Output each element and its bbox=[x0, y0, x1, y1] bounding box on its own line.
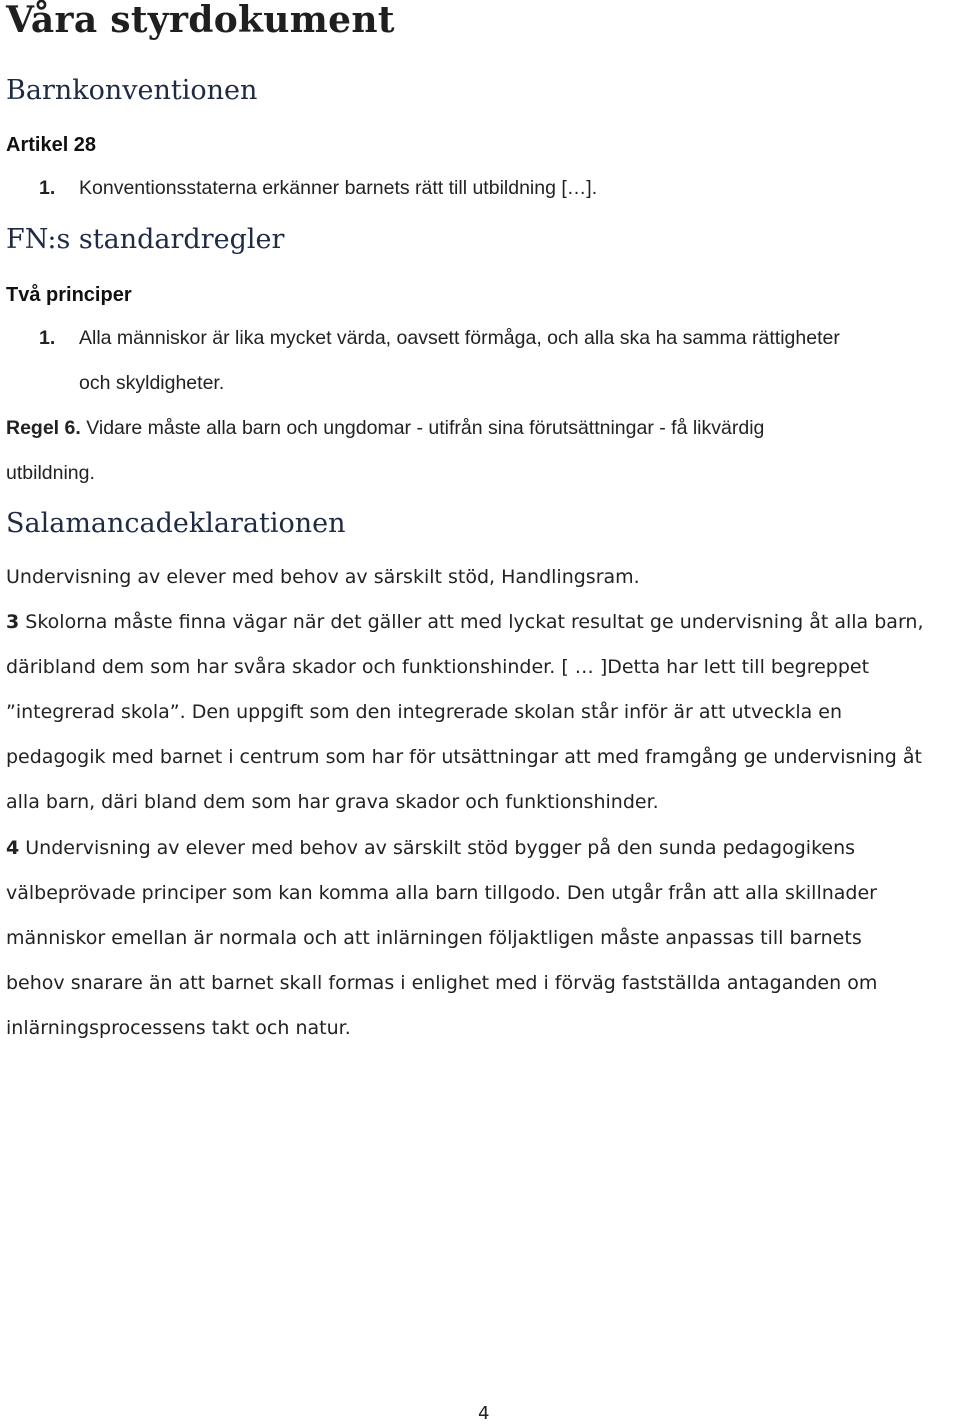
paragraph-number: 4 bbox=[6, 837, 20, 859]
page-number: 4 bbox=[478, 1403, 490, 1424]
paragraph-3: 3 Skolorna måste finna vägar när det gäller att med lyckat resultat ge undervisning åt alla barn, bbox=[6, 611, 924, 633]
section-heading-barnkonventionen: Barnkonventionen bbox=[6, 75, 258, 106]
paragraph-4-line: inlärningsprocessens takt och natur. bbox=[6, 1017, 351, 1039]
paragraph-4: 4 Undervisning av elever med behov av särskilt stöd bygger på den sunda pedagogikens bbox=[6, 837, 856, 859]
paragraph-4-line: behov snarare än att barnet skall formas i enlighet med i förväg fastställda antaganden om bbox=[6, 972, 878, 994]
paragraph-4-line: människor emellan är normala och att inlärningen följaktligen måste anpassas till barnets bbox=[6, 927, 862, 949]
list-item-text: Konventionsstaterna erkänner barnets rätt till utbildning […]. bbox=[79, 177, 598, 199]
list-item bbox=[39, 326, 840, 350]
rule-paragraph bbox=[6, 416, 764, 440]
rule-text: Vidare måste alla barn och ungdomar - utifrån sina förutsättningar - få likvärdig bbox=[80, 417, 765, 439]
salamanca-intro: Undervisning av elever med behov av särskilt stöd, Handlingsram. bbox=[6, 566, 640, 588]
page-title: Våra styrdokument bbox=[6, 0, 395, 41]
article-heading: Artikel 28 bbox=[6, 134, 97, 156]
paragraph-3-line: alla barn, däri bland dem som har grava skador och funktionshinder. bbox=[6, 791, 659, 813]
rule-paragraph-continuation: utbildning. bbox=[6, 462, 95, 484]
paragraph-3-line: pedagogik med barnet i centrum som har för utsättningar att med framgång ge undervisning åt bbox=[6, 746, 922, 768]
paragraph-4-line: välbeprövade principer som kan komma alla barn tillgodo. Den utgår från att alla skillnader bbox=[6, 882, 877, 904]
paragraph-3-line: däribland dem som har svåra skador och funktionshinder. [ … ]Detta har lett till begreppet bbox=[6, 656, 870, 678]
section-heading-fn: FN:s standardregler bbox=[6, 224, 285, 255]
list-item bbox=[39, 176, 597, 200]
paragraph-number: 3 bbox=[6, 611, 20, 633]
list-item-number: 1. bbox=[39, 177, 56, 199]
section-heading-salamanca: Salamancadeklarationen bbox=[6, 508, 346, 539]
subheading-principles: Två principer bbox=[6, 284, 132, 306]
paragraph-3-line: ”integrerad skola”. Den uppgift som den integrerade skolan står inför är att utveckla en bbox=[6, 701, 843, 723]
rule-label: Regel 6. bbox=[6, 417, 81, 439]
list-item-number: 1. bbox=[39, 327, 56, 349]
list-item-text: Alla människor är lika mycket värda, oavsett förmåga, och alla ska ha samma rättigheter bbox=[79, 327, 840, 349]
list-item-continuation: och skyldigheter. bbox=[79, 372, 225, 394]
